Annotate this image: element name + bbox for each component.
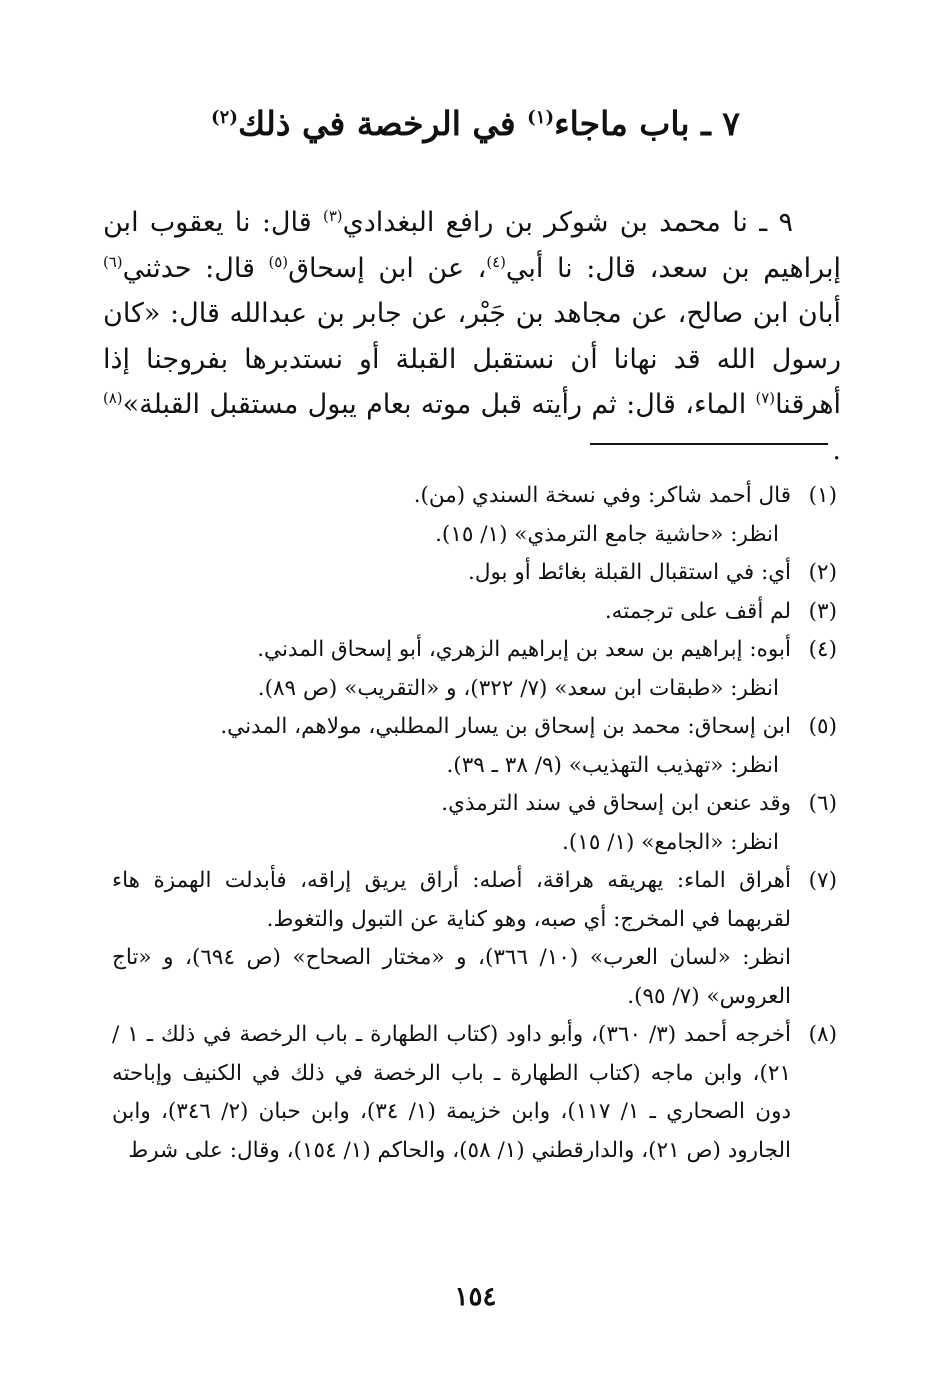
hadith-paragraph <box>103 200 841 473</box>
footnote-ref-6: (٦) <box>103 252 123 271</box>
footnote-text: أي: في استقبال القبلة بغائط أو بول. <box>468 560 791 585</box>
footnote-number: (٨) <box>808 1022 837 1047</box>
hadith-segment-2: قال: نا يعقوب ابن إبراهيم بن سعد، قال: نا أبي <box>103 207 841 284</box>
footnote-6 <box>112 785 837 862</box>
hadith-segment-5: أبان ابن صالح، عن مجاهد بن جَبْر، عن جابر بن عبدالله قال: «كان رسول الله قد نهانا أن نستقبل القبلة أو نستدبرها بفروجنا إذا أهرقنا <box>103 298 841 420</box>
hadith-segment-6: الماء، قال: ثم رأيته قبل موته بعام يبول مستقبل القبلة» <box>122 389 756 420</box>
footnote-ref-8: (٨) <box>103 389 123 407</box>
footnote-number: (٤) <box>808 637 837 662</box>
footnote-number: (٦) <box>808 791 837 816</box>
footnote-number: (٧) <box>808 868 837 893</box>
footnote-number: (٥) <box>808 714 837 739</box>
footnote-ref-3: (٣) <box>323 207 343 225</box>
footnote-8 <box>112 1016 837 1170</box>
footnote-text: ابن إسحاق: محمد بن إسحاق بن يسار المطلبي، مولاهم، المدني. <box>220 714 791 739</box>
footnote-reference: انظر: «الجامع» (١/ ١٥). <box>562 829 779 855</box>
footnote-separator <box>590 443 828 445</box>
chapter-heading <box>110 98 841 150</box>
footnote-1 <box>112 477 837 554</box>
footnote-reference: انظر: «لسان العرب» (١٠/ ٣٦٦)، و «مختار الصحاح» (ص ٦٩٤)، و «تاج العروس» (٧/ ٩٥). <box>112 945 791 1009</box>
footnote-ref-2: (٢) <box>211 107 238 128</box>
footnote-reference: انظر: «طبقات ابن سعد» (٧/ ٣٢٢)، و «التقريب» (ص ٨٩). <box>257 675 779 701</box>
hadith-segment-4: قال: حدثني <box>122 252 269 284</box>
chapter-number: ٧ <box>722 104 740 143</box>
footnote-number: (١) <box>808 483 837 508</box>
footnote-5 <box>112 708 837 785</box>
hadith-text <box>103 200 841 473</box>
heading-part-2: في الرخصة في ذلك <box>237 104 528 143</box>
heading-dash: ـ <box>689 104 723 143</box>
footnote-ref-4: (٤) <box>486 252 506 271</box>
heading-part-1: باب ماجاء <box>554 104 690 143</box>
footnote-ref-5: (٥) <box>268 252 289 271</box>
hadith-segment-7: . <box>832 434 841 466</box>
footnote-text: وقد عنعن ابن إسحاق في سند الترمذي. <box>441 791 791 816</box>
hadith-segment-3: ، عن ابن إسحاق <box>288 252 487 284</box>
footnotes <box>112 477 837 1170</box>
footnote-ref-7: (٧) <box>755 389 776 407</box>
footnote-text: أهراق الماء: يهريقه هراقة، أصله: أراق يريق إراقه، فأبدلت الهمزة هاء لقربهما في المخرج: أي صبه، وهو كناية عن التبول والتغوط. <box>112 868 791 932</box>
footnote-number: (٣) <box>808 598 837 624</box>
footnote-text: قال أحمد شاكر: وفي نسخة السندي (من). <box>413 483 791 508</box>
footnote-4 <box>112 631 837 708</box>
hadith-segment-1: ٩ ـ نا محمد بن شوكر بن رافع البغدادي <box>342 207 793 238</box>
footnote-number: (٢) <box>808 560 837 585</box>
footnote-text: أخرجه أحمد (٣/ ٣٦٠)، وأبو داود (كتاب الطهارة ـ باب الرخصة في ذلك ـ ١ / ٢١)، وابن ماجه (كتاب الطهارة ـ باب الرخصة في ذلك في الكنيف وإباحته دون الصحاري ـ ١/ ١١٧)، وابن خزيمة (١/ ٣٤)، وابن حبان (٢/ ٣٤٦)، وابن الجارود (ص ٢١)، والدارقطني (١/ ٥٨)، والحاكم (١/ ١٥٤)، وقال: على شرط <box>112 1022 792 1163</box>
footnote-text: أبوه: إبراهيم بن سعد بن إبراهيم الزهري، أبو إسحاق المدني. <box>257 637 791 662</box>
footnote-reference: انظر: «تهذيب التهذيب» (٩/ ٣٨ ـ ٣٩). <box>446 752 779 778</box>
footnote-3 <box>112 593 837 632</box>
footnote-2 <box>112 554 837 593</box>
page-number: ١٥٤ <box>454 1282 497 1312</box>
footnote-ref-1: (١) <box>527 107 555 128</box>
footnote-7 <box>112 862 837 1016</box>
footnote-reference: انظر: «حاشية جامع الترمذي» (١/ ١٥). <box>435 521 779 547</box>
footnote-text: لم أقف على ترجمته. <box>604 598 791 624</box>
